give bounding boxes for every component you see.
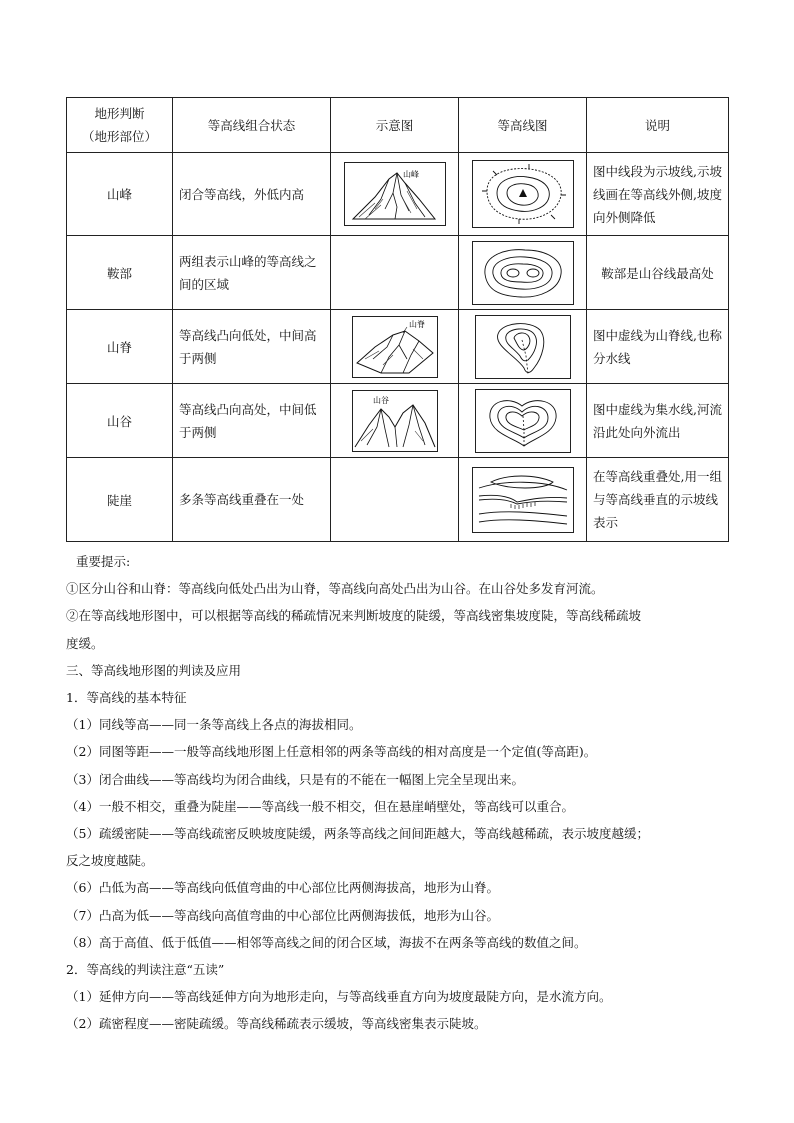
table-row [67,458,729,542]
row-sketch [331,153,459,236]
feature-8: （8）高于高值、低于低值——相邻等高线之间的闭合区域，海拔不在两条等高线的数值之间。 [66,934,587,950]
row-contour [459,310,587,384]
row-sketch [331,236,459,310]
row-name: 山峰 [67,153,173,236]
row-sketch [331,384,459,458]
header-terrain-line1: 地形判断 [94,106,145,121]
row-desc: 图中虚线为集水线,河流沿此处向外流出 [587,384,729,458]
row-contour [459,458,587,542]
row-contour [459,153,587,236]
valley-sketch-image [352,390,438,452]
row-state: 多条等高线重叠在一处 [173,458,331,542]
table-row [67,153,729,236]
row-desc: 在等高线重叠处,用一组与等高线垂直的示坡线表示 [587,458,729,542]
feature-4: （4）一般不相交，重叠为陡崖——等高线一般不相交，但在悬崖峭壁处，等高线可以重合。 [66,798,574,814]
table-header-row [67,98,729,153]
tip-title: 重要提示: [76,554,131,569]
subheading-1: 1．等高线的基本特征 [66,690,187,706]
row-name: 山谷 [67,384,173,458]
notes-section [66,548,734,1038]
header-contour: 等高线图 [459,98,587,153]
row-desc: 鞍部是山谷线最高处 [587,236,729,310]
reading-2: （2）疏密程度——密陡疏缓。等高线稀疏表示缓坡，等高线密集表示陡坡。 [66,1016,487,1032]
feature-1: （1）同线等高——同一条等高线上各点的海拔相同。 [66,717,362,733]
row-state: 等高线凸向低处，中间高于两侧 [173,310,331,384]
header-state: 等高线组合状态 [173,98,331,153]
feature-2: （2）同图等距——一般等高线地形图上任意相邻的两条等高线的相对高度是一个定值(等高距)。 [66,744,597,760]
table-row [67,384,729,458]
row-sketch [331,458,459,542]
tip-1: ①区分山谷和山脊：等高线向低处凸出为山脊，等高线向高处凸出为山谷。在山谷处多发育河流。 [66,581,604,597]
row-name: 鞍部 [67,236,173,310]
header-desc: 说明 [587,98,729,153]
peak-sketch-image [344,162,446,226]
subheading-2: 2．等高线的判读注意“五读” [66,962,225,978]
ridge-sketch-image [352,316,438,378]
saddle-contour-image [472,241,574,305]
feature-5-line1: （5）疏缓密陡——等高线疏密反映坡度陡缓，两条等高线之间间距越大，等高线越稀疏，表示坡度越缓； [66,826,649,842]
row-state: 闭合等高线，外低内高 [173,153,331,236]
row-state: 等高线凸向高处，中间低于两侧 [173,384,331,458]
reading-1: （1）延伸方向——等高线延伸方向为地形走向，与等高线垂直方向为坡度最陡方向，是水流方向。 [66,989,612,1005]
row-state: 两组表示山峰的等高线之间的区域 [173,236,331,310]
valley-sketch-label: 山谷 [372,395,389,405]
header-sketch: 示意图 [331,98,459,153]
terrain-table [66,97,729,542]
ridge-sketch-label: 山脊 [408,319,425,329]
feature-7: （7）凸高为低——等高线向高值弯曲的中心部位比两侧海拔低，地形为山谷。 [66,907,499,923]
cliff-contour-image [472,467,574,533]
header-terrain-line2: （地形部位） [81,129,157,144]
row-name: 陡崖 [67,458,173,542]
peak-contour-image [472,160,574,228]
row-sketch [331,310,459,384]
valley-contour-image [475,389,571,453]
table-row [67,310,729,384]
row-contour [459,236,587,310]
feature-5-line2: 反之坡度越陡。 [66,853,154,869]
header-terrain [67,98,173,153]
section-heading: 三、等高线地形图的判读及应用 [66,662,242,678]
row-desc: 图中虚线为山脊线,也称分水线 [587,310,729,384]
row-name: 山脊 [67,310,173,384]
row-desc: 图中线段为示坡线,示坡线画在等高线外侧,坡度向外侧降低 [587,153,729,236]
tip-2-line2: 度缓。 [66,635,104,651]
tip-2-line1: ②在等高线地形图中，可以根据等高线的稀疏情况来判断坡度的陡缓，等高线密集坡度陡，等高线稀疏坡 [66,608,642,624]
feature-3: （3）闭合曲线——等高线均为闭合曲线，只是有的不能在一幅图上完全呈现出来。 [66,771,524,787]
ridge-contour-image [475,315,571,379]
feature-6: （6）凸低为高——等高线向低值弯曲的中心部位比两侧海拔高，地形为山脊。 [66,880,499,896]
table-row [67,236,729,310]
peak-sketch-label: 山峰 [402,170,419,179]
row-contour [459,384,587,458]
